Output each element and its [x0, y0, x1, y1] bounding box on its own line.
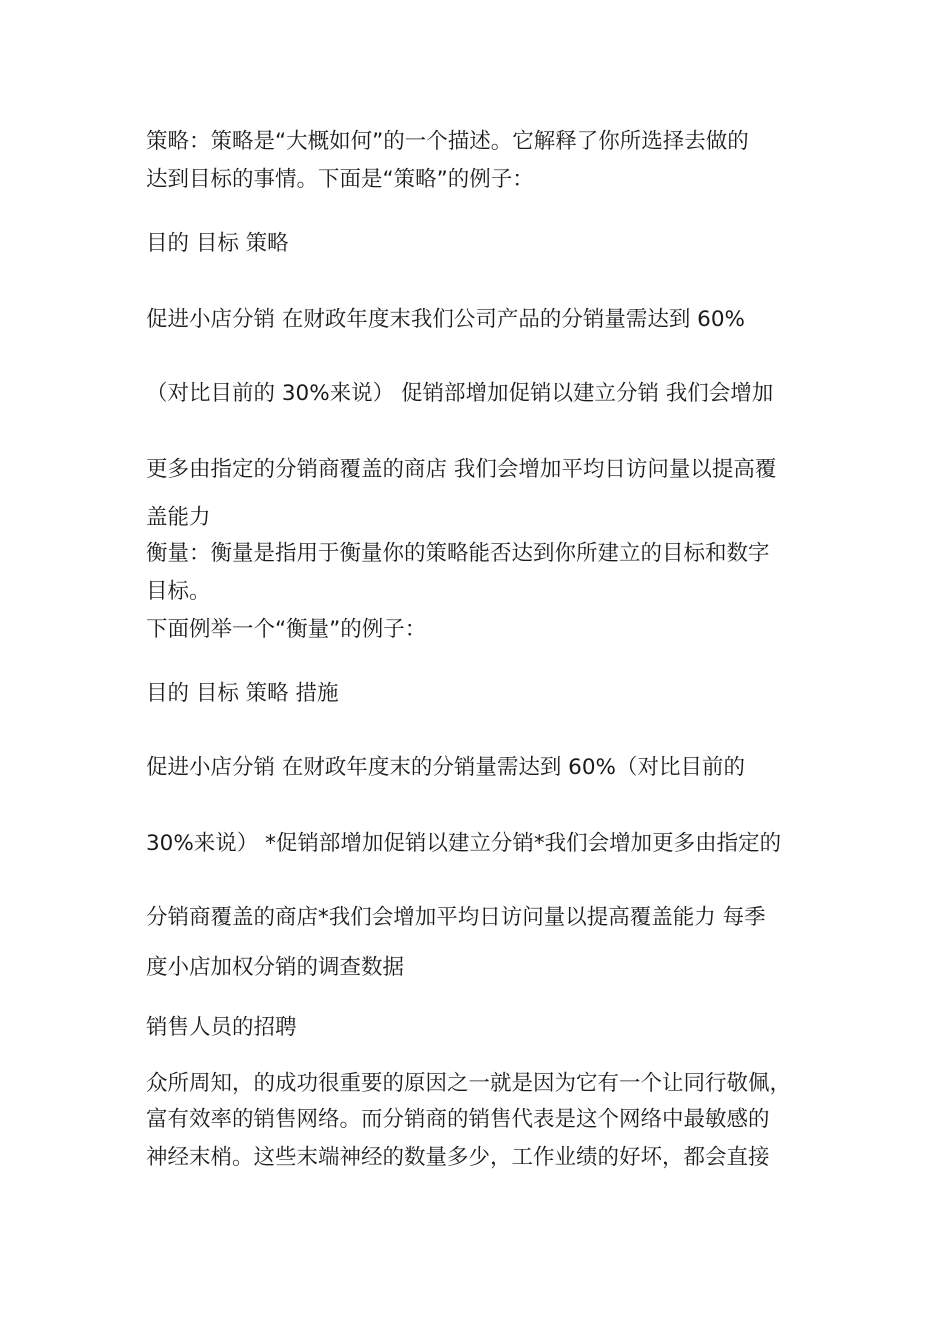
- text-line: 促进小店分销 在财政年度末的分销量需达到 60%（对比目前的: [146, 755, 745, 780]
- text-line: 目的 目标 策略 措施: [146, 681, 339, 706]
- text-line: 达到目标的事情。下面是“策略”的例子：: [146, 167, 534, 192]
- text-line: 策略：策略是“大概如何”的一个描述。它解释了你所选择去做的: [146, 129, 749, 154]
- text-line: 衡量：衡量是指用于衡量你的策略能否达到你所建立的目标和数字: [146, 541, 770, 566]
- section-heading: 销售人员的招聘: [146, 1015, 297, 1040]
- text-line: 盖能力: [146, 505, 211, 530]
- text-line: 30%来说） *促销部增加促销以建立分销*我们会增加更多由指定的: [146, 831, 782, 856]
- text-line: 促进小店分销 在财政年度末我们公司产品的分销量需达到 60%: [146, 307, 745, 332]
- text-line: （对比目前的 30%来说） 促销部增加促销以建立分销 我们会增加: [146, 381, 774, 406]
- text-line: 富有效率的销售网络。而分销商的销售代表是这个网络中最敏感的: [146, 1107, 770, 1132]
- text-line: 神经末梢。这些末端神经的数量多少，工作业绩的好坏，都会直接: [146, 1145, 770, 1170]
- text-line: 众所周知，的成功很重要的原因之一就是因为它有一个让同行敬佩，: [146, 1071, 792, 1096]
- text-line: 更多由指定的分销商覆盖的商店 我们会增加平均日访问量以提高覆: [146, 457, 777, 482]
- text-line: 目标。: [146, 579, 211, 604]
- text-line: 目的 目标 策略: [146, 231, 289, 256]
- text-line: 分销商覆盖的商店*我们会增加平均日访问量以提高覆盖能力 每季: [146, 905, 766, 930]
- text-line: 度小店加权分销的调查数据: [146, 955, 405, 980]
- text-line: 下面例举一个“衡量”的例子：: [146, 617, 427, 642]
